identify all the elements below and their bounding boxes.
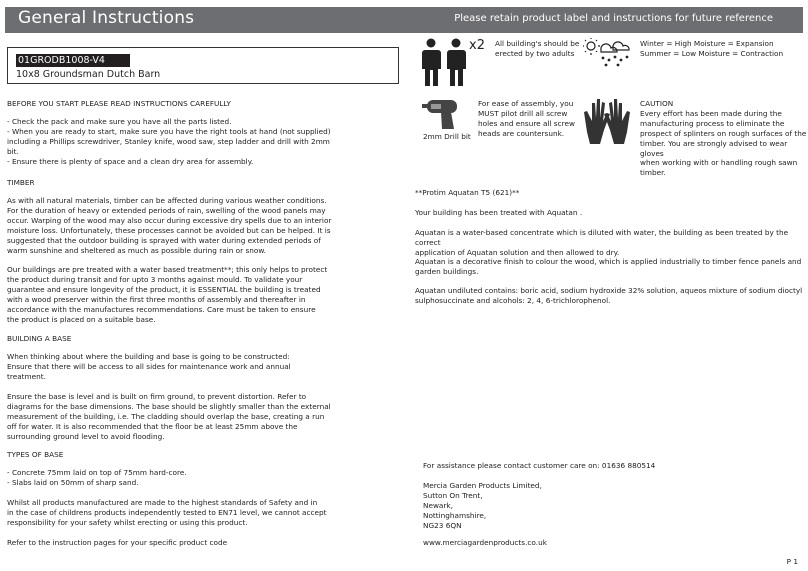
- product-code: 01GRODB1008-V4: [16, 54, 130, 67]
- website-link[interactable]: www.merciagardenproducts.co.uk: [423, 538, 547, 547]
- adults-text: All building's should be erected by two adults: [495, 39, 580, 58]
- refer-text: Refer to the instruction pages for your specific product code: [7, 538, 228, 547]
- protim-description: Aquatan is a water-based concentrate which is diluted with water, the building as been treated by the correct application of Aquatan solution and then allowed to dry.: [415, 228, 789, 257]
- product-label-box: [7, 47, 399, 84]
- assistance-text: For assistance please contact customer care on: 01636 880514: [423, 461, 656, 470]
- adults-multiplier: x2: [469, 38, 485, 53]
- safety-text: Whilst all products manufactured are made to the highest standards of Safety and in in the case of childrens products independently tested to EN71 level, we cannot accept responsibility for your safety whilst erecting or using this product.: [7, 498, 327, 527]
- base-text-level: Ensure the base is level and is built on firm ground, to prevent distortion. Refer to diagrams for the base dimensions. The base should be slightly smaller than the external measurement of the building, i.e. The cladding should overlap the base, creating a run off for water. It is also recommended that the floor be at least 25mm above the surrounding ground level to avoid flooding.: [7, 392, 331, 441]
- caution-text: CAUTION Every effort has been made during the manufacturing process to eliminate the prospect of splinters on rough surfaces of the timber. You are strongly advised to wear gloves when working with or handling rough sawn timber.: [640, 99, 807, 178]
- types-text: - Concrete 75mm laid on top of 75mm hard-core. - Slabs laid on 50mm of sharp sand.: [7, 468, 187, 487]
- protim-finish: Aquatan is a decorative finish to colour the wood, which is applied industrially to timber fence panels and garden buildings.: [415, 257, 802, 276]
- page-number: P 1: [786, 557, 798, 566]
- heading-types-of-base: TYPES OF BASE: [7, 450, 64, 459]
- weather-text: Winter = High Moisture = Expansion Summer = Low Moisture = Contraction: [640, 39, 784, 58]
- before-text: - Check the pack and make sure you have all the parts listed. - When you are ready to start, make sure you have the right tools at hand (not supplied) including a Phillips screwdriver, Stanley knife, wood saw, step ladder and drill with 2mm bit. - Ensure there is plenty of space and a clean dry area for assembly.: [7, 117, 331, 166]
- heading-timber: TIMBER: [7, 178, 35, 187]
- timber-text: As with all natural materials, timber can be affected during various weather conditions. For the duration of heavy or extended periods of rain, swelling of the wood panels may occur. Warping of the wood may also occur during excessive dry spells due to an interior moisture loss. Unfortunately, these processes cannot be avoided but can be helped. It is suggested that the outdoor building is sprayed with water during extended periods of warm sunshine and sheltered as much as possible during rain or snow.: [7, 196, 332, 255]
- weather-icon: [583, 38, 631, 68]
- product-name: 10x8 Groundsman Dutch Barn: [16, 69, 161, 80]
- heading-before-you-start: BEFORE YOU START PLEASE READ INSTRUCTIONS CAREFULLY: [7, 99, 231, 108]
- protim-treated: Your building has been treated with Aquatan .: [415, 208, 583, 217]
- treatment-text: Our buildings are pre treated with a water based treatment**; this only helps to protect the product during transit and for upto 3 months against mould. To validate your guarantee and ensure longevity of the product, it is ESSENTIAL the building is treated with a wood preserver within the first three months of assembly and thereafter in accordance with the manufactures recommendations. Care must be taken to ensure the product is placed on a suitable base.: [7, 265, 328, 324]
- company-address: Mercia Garden Products Limited, Sutton On Trent, Newark, Nottinghamshire, NG23 6QN: [423, 481, 542, 530]
- drill-text: For ease of assembly, you MUST pilot drill all screw holes and ensure all screw heads are countersunk.: [478, 99, 575, 138]
- gloves-icon: [581, 96, 633, 144]
- drill-icon: [421, 97, 465, 131]
- header-bar: [5, 7, 803, 33]
- two-adults-icon: [419, 38, 471, 90]
- protim-contents: Aquatan undiluted contains: boric acid, sodium hydroxide 32% solution, aqueos mixture of sodium dioctyl sulphosuccinate and alcohols: 2, 4, 6-trichlorophenol.: [415, 286, 803, 305]
- base-text-access: When thinking about where the building and base is going to be constructed: Ensure that there will be access to all sides for maintenance work and annual treatment.: [7, 352, 291, 381]
- drill-caption: 2mm Drill bit: [423, 132, 471, 141]
- heading-building-base: BUILDING A BASE: [7, 334, 72, 343]
- protim-title: **Protim Aquatan T5 (621)**: [415, 188, 520, 197]
- retain-note: Please retain product label and instructions for future reference: [454, 13, 773, 24]
- page-title: General Instructions: [18, 8, 195, 28]
